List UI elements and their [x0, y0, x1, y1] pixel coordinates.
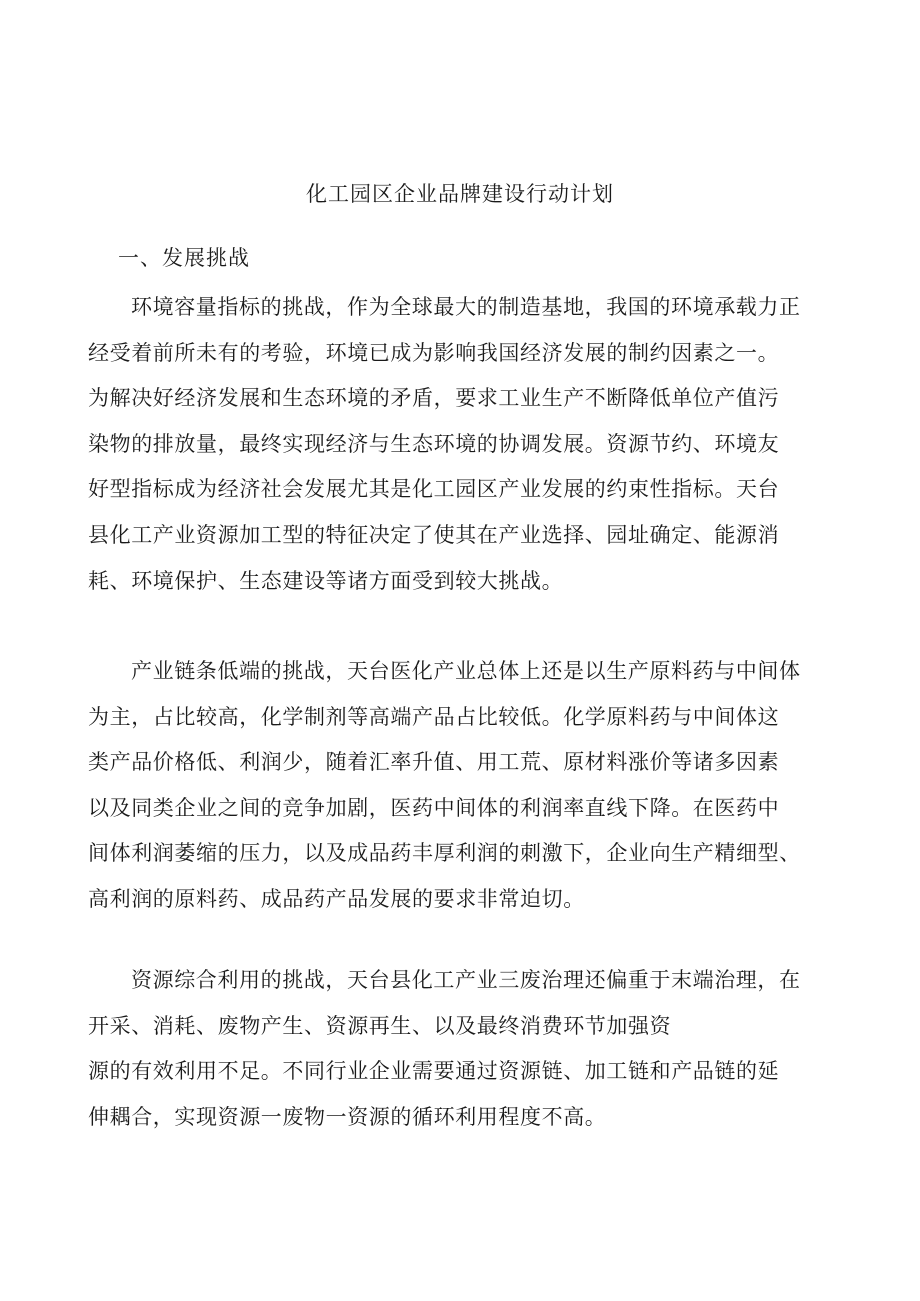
paragraph-line: 为主，占比较高，化学制剂等高端产品占比较低。化学原料药与中间体这: [88, 704, 780, 729]
paragraph-line: 源的有效利用不足。不同行业企业需要通过资源链、加工链和产品链的延: [88, 1059, 780, 1084]
paragraph-line: 开采、消耗、废物产生、资源再生、以及最终消费环节加强资: [88, 1013, 672, 1038]
paragraph-line: 为解决好经济发展和生态环境的矛盾，要求工业生产不断降低单位产值污: [88, 386, 780, 411]
paragraph-line: 以及同类企业之间的竞争加剧，医药中间体的利润率直线下降。在医药中: [88, 795, 780, 820]
paragraph-line: 资源综合利用的挑战，天台县化工产业三废治理还偏重于末端治理，在: [131, 968, 801, 992]
paragraph-industry-chain: [88, 649, 844, 923]
paragraph-line: 产业链条低端的挑战，天台医化产业总体上还是以生产原料药与中间体: [131, 659, 801, 683]
paragraph-line: 间体利润萎缩的压力，以及成品药丰厚利润的刺激下，企业向生产精细型、: [88, 841, 801, 866]
paragraph-environment-capacity: [88, 285, 844, 604]
page-title: 化工园区企业品牌建设行动计划: [306, 182, 614, 206]
paragraph-line: 类产品价格低、利润少，随着汇率升值、用工荒、原材料涨价等诸多因素: [88, 750, 780, 775]
paragraph-line: 县化工产业资源加工型的特征决定了使其在产业选择、园址确定、能源消: [88, 522, 780, 547]
paragraph-resource-utilization: [88, 958, 844, 1140]
paragraph-line: 环境容量指标的挑战，作为全球最大的制造基地，我国的环境承载力正: [131, 295, 801, 319]
paragraph-line: 染物的排放量，最终实现经济与生态环境的协调发展。资源节约、环境友: [88, 431, 780, 456]
paragraph-line: 耗、环境保护、生态建设等诸方面受到较大挑战。: [88, 568, 564, 593]
paragraph-line: 高利润的原料药、成品药产品发展的要求非常迫切。: [88, 886, 585, 911]
paragraph-line: 好型指标成为经济社会发展尤其是化工园区产业发展的约束性指标。天台: [88, 477, 780, 502]
section-heading: 一、发展挑战: [118, 246, 250, 270]
paragraph-line: 经受着前所未有的考验，环境已成为影响我国经济发展的制约因素之一。: [88, 340, 780, 365]
paragraph-line: 伸耦合，实现资源一废物一资源的循环利用程度不高。: [88, 1104, 607, 1129]
